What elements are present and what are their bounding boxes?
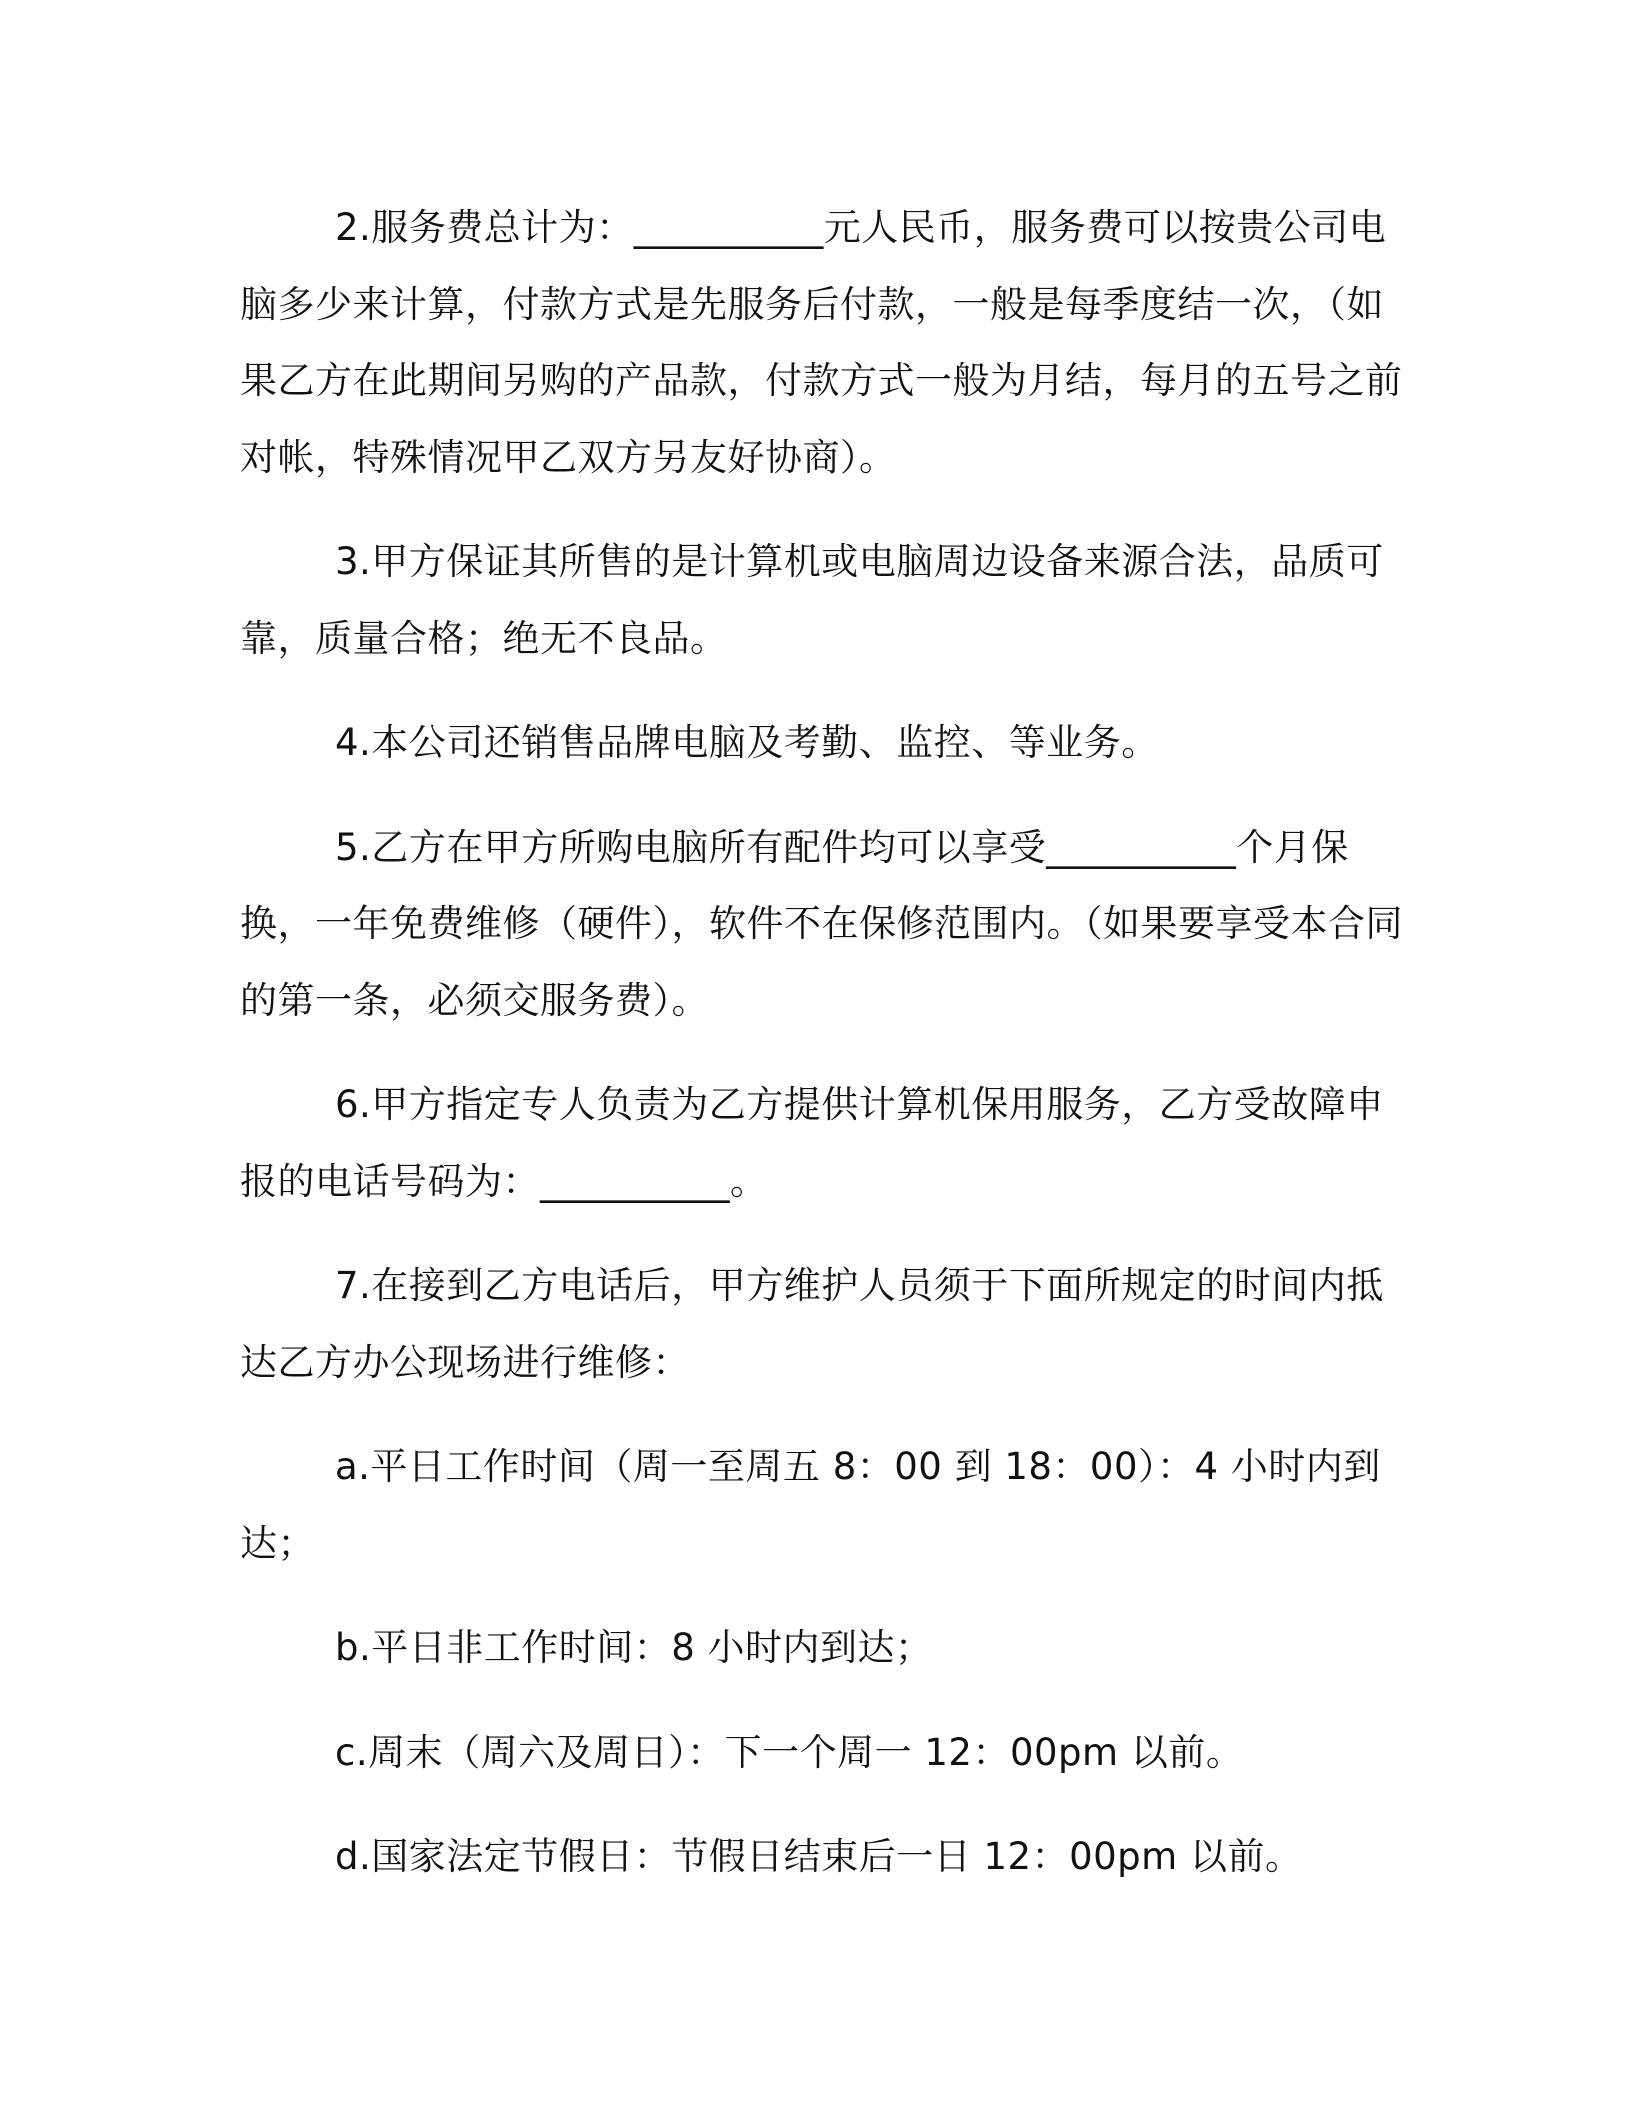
clause-7b-weekday-after-hours: b.平日非工作时间：8 小时内到达； (335, 1626, 933, 1669)
clause-2-service-fee: 2.服务费总计为：__________元人民币，服务费可以按贵公司电脑多少来计算，付款方式是先服务后付款，一般是每季度结一次，（如果乙方在此期间另购的产品款，付款方式一般为月结，每月的五号之前对帐，特殊情况甲乙双方另友好协商）。 (240, 206, 1403, 479)
clause-7d-holidays: d.国家法定节假日：节假日结束后一日 12：00pm 以前。 (335, 1835, 1303, 1878)
clause-7a-weekday-hours: a.平日工作时间（周一至周五 8：00 到 18：00）：4 小时内到达； (240, 1445, 1381, 1565)
clause-7c-weekend: c.周末（周六及周日）：下一个周一 12：00pm 以前。 (335, 1730, 1244, 1774)
clause-7-response-time: 7.在接到乙方电话后，甲方维护人员须于下面所规定的时间内抵达乙方办公现场进行维修： (240, 1264, 1384, 1384)
clause-6-support-phone: 6.甲方指定专人负责为乙方提供计算机保用服务，乙方受故障申报的电话号码为：__________。 (240, 1083, 1384, 1203)
clause-4-other-business: 4.本公司还销售品牌电脑及考勤、监控、等业务。 (335, 721, 1159, 764)
document-body (240, 190, 1405, 1896)
clause-5-warranty: 5.乙方在甲方所购电脑所有配件均可以享受__________个月保换，一年免费维修（硬件），软件不在保修范围内。（如果要享受本合同的第一条，必须交服务费）。 (240, 825, 1403, 1022)
clause-3-quality-guarantee: 3.甲方保证其所售的是计算机或电脑周边设备来源合法，品质可靠，质量合格；绝无不良品。 (240, 540, 1384, 660)
